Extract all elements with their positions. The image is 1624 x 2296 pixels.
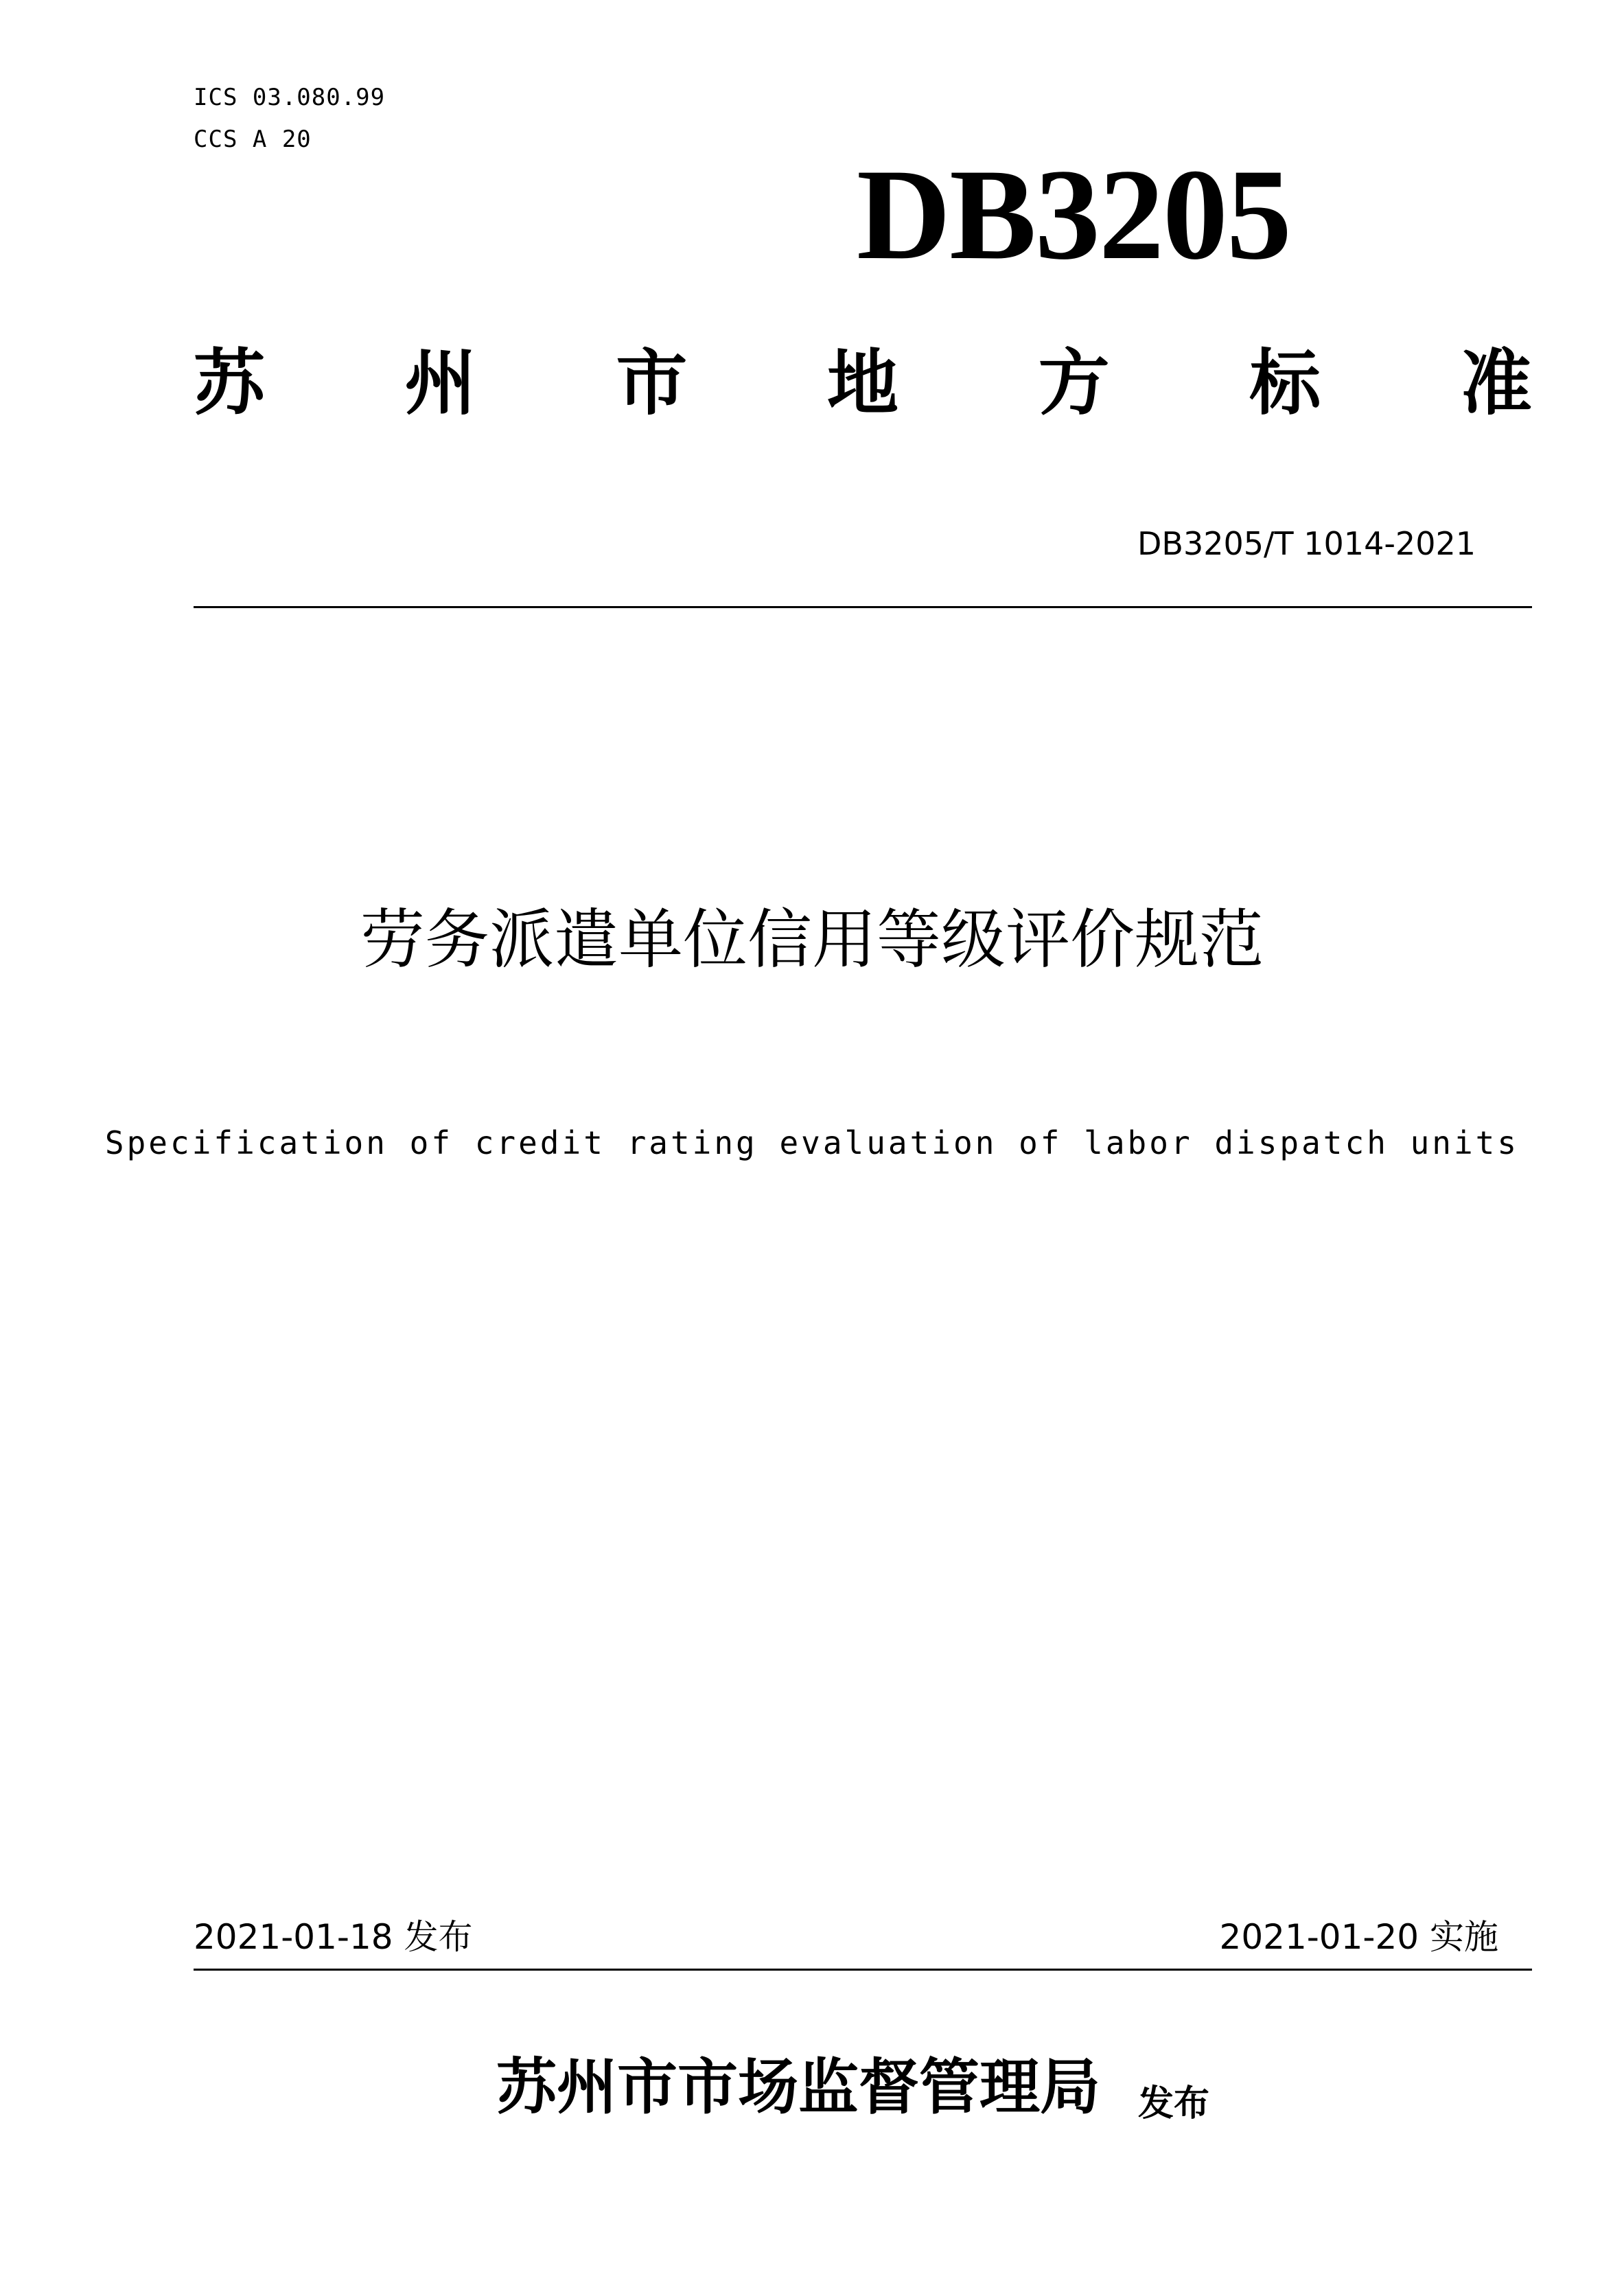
db-logo: DB3205	[857, 143, 1290, 287]
bottom-divider	[194, 1969, 1532, 1971]
standard-code: DB3205/T 1014-2021	[1137, 525, 1476, 562]
issue-date: 2021-01-18 发布	[194, 1917, 473, 1957]
top-divider	[194, 606, 1532, 608]
title-english: Specification of credit rating evaluation of labor dispatch units	[104, 1124, 1520, 1161]
standard-type-char: 苏	[194, 345, 266, 424]
issuer-suffix: 发布	[1138, 2085, 1210, 2124]
standard-type-char: 准	[1460, 345, 1532, 424]
ccs-code: CCS A 20	[194, 126, 312, 153]
standard-type-char: 州	[404, 345, 476, 424]
standard-type-char: 方	[1038, 345, 1110, 424]
title-chinese: 劳务派遣单位信用等级评价规范	[360, 903, 1264, 977]
implementation-date: 2021-01-20 实施	[1219, 1917, 1498, 1957]
standard-type-char: 标	[1249, 345, 1321, 424]
ics-code: ICS 03.080.99	[194, 84, 386, 111]
issuer-name: 苏州市市场监督管理局	[496, 2055, 1101, 2122]
standard-type-heading	[194, 345, 1532, 424]
standard-type-char: 市	[616, 345, 688, 424]
standard-type-char: 地	[826, 345, 898, 424]
